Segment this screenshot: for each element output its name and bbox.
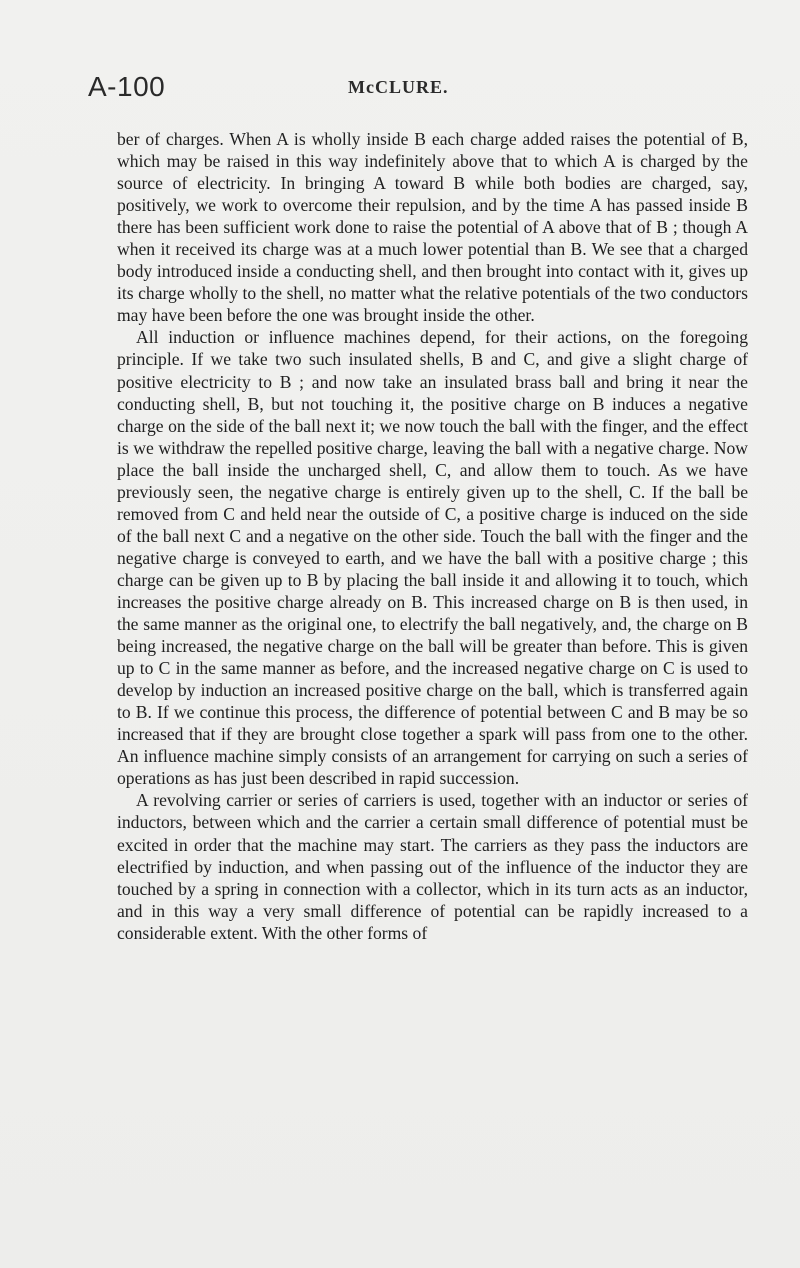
body-text <box>117 128 748 944</box>
paragraph-continuation: ber of charges. When A is wholly inside B each charge added raises the potential of B, which may be raised in this way indefinitely above that to which A is charged by the source of electricity. In bringing A toward B while both bodies are charged, say, positively, we work to overcome their repulsion, and by the time A has passed inside B there has been sufficient work done to raise the potential of A above that of B ; though A when it received its charge was at a much lower potential than B. We see that a charged body introduced inside a conducting shell, and then brought into contact with it, gives up its charge wholly to the shell, no matter what the relative potentials of the two conductors may have been before the one was brought inside the other. <box>117 129 748 326</box>
page-header <box>88 70 728 104</box>
page-number: A-100 <box>88 71 166 102</box>
paragraph-revolving-carrier: A revolving carrier or series of carriers is used, together with an inductor or series of inductors, between which and the carrier a certain small difference of potential must be excited in order that the machine may start. The carriers as they pass the inductors are electrified by induction, and when passing out of the influence of the inductor they are touched by a spring in connection with a collector, which in its turn acts as an inductor, and in this way a very small difference of potential can be rapidly increased to a considerable extent. With the other forms of <box>117 790 748 943</box>
paragraph-induction-machines: All induction or influence machines depend, for their actions, on the foregoing principle. If we take two such insulated shells, B and C, and give a slight charge of positive electricity to B ; and now take an insulated brass ball and bring it near the conducting shell, B, but not touching it, the positive charge on B induces a negative charge on the side of the ball next it; we now touch the ball with the finger, and the effect is we withdraw the repelled positive charge, leaving the ball with a negative charge. Now place the ball inside the uncharged shell, C, and allow them to touch. As we have previously seen, the negative charge is entirely given up to the shell, C. If the ball be removed from C and held near the outside of C, a positive charge is induced on the side of the ball next C and a negative on the other side. Touch the ball with the finger and the negative charge is conveyed to earth, and we have the ball with a positive charge ; this charge can be given up to B by placing the ball inside it and allowing it to touch, which increases the positive charge already on B. This increased charge on B is then used, in the same manner as the original one, to electrify the ball negatively, and, the charge on B being increased, the negative charge on the ball will be greater than before. This is given up to C in the same manner as before, and the increased negative charge on C is used to develop by induction an increased positive charge on the ball, which is transferred again to B. If we continue this process, the difference of potential between C and B may be so increased that if they are brought close together a spark will pass from one to the other. An influence machine simply consists of an arrangement for carrying on such a series of operations as has just been described in rapid succession. <box>117 327 748 789</box>
running-head: McCLURE. <box>348 77 449 97</box>
